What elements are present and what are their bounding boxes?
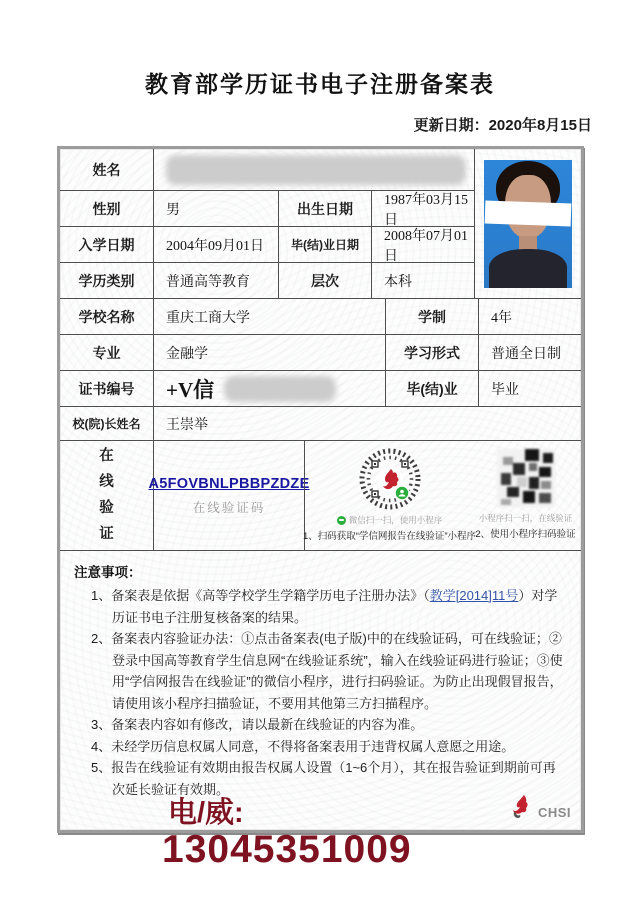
ver-char-2: 线	[99, 474, 114, 490]
cert-number-censor-blob	[224, 376, 336, 402]
president-name-label: 校(院)长姓名	[72, 417, 141, 431]
notes-section	[60, 550, 581, 830]
verification-code-caption: 在线验证码	[192, 500, 266, 515]
row-online-verification	[60, 440, 581, 550]
study-form-label: 学习形式	[385, 335, 478, 370]
level-value: 本科	[371, 263, 474, 298]
contact-label: 电/威:	[168, 797, 244, 829]
ver-char-1: 在	[99, 448, 114, 464]
note-item-2: 2、备案表内容验证办法：①点击备案表(电子版)中的在线验证码，可在线验证；②登录中国高等教育学生信息网“在线验证系统”，输入在线验证码进行验证；③使用“学信网报告在线验证”的微信小程序，进行扫码验证。为防止出现假冒报告，请使用该小程序扫描验证，不要用其他第三方扫描程序。	[91, 631, 563, 711]
duration-value: 4年	[478, 299, 581, 334]
qr1-step-caption: 1、扫码获取“学信网报告在线验证”小程序	[302, 531, 477, 542]
qr1-hint-text: 微信扫一扫，使用小程序	[348, 515, 443, 525]
id-photo	[484, 160, 572, 288]
chsi-logo-text: CHSI	[537, 805, 571, 820]
qr-block-wechat	[302, 447, 477, 546]
duration-label: 学制	[385, 299, 478, 334]
graduation-status-value: 毕业	[478, 371, 581, 406]
qr2-hint-text: 小程序扫一扫，在线验证	[478, 513, 573, 523]
photo-body	[489, 249, 566, 287]
cert-number-label: 证书编号	[78, 380, 135, 397]
cert-number-text: +V信	[166, 377, 215, 402]
row-certno-graduation	[60, 370, 581, 406]
row-category-level	[60, 262, 474, 298]
wechat-icon	[337, 516, 346, 525]
enroll-date-value: 2004年09月01日	[153, 227, 278, 262]
qr2-step-caption: 2、使用小程序扫码验证	[475, 529, 576, 540]
row-enroll-graduation-date	[60, 226, 474, 262]
school-name-value: 重庆工商大学	[153, 299, 385, 334]
note1-regulation-link[interactable]: 教学[2014]11号	[429, 588, 519, 603]
row-president	[60, 406, 581, 440]
name-value	[153, 149, 474, 190]
graduation-date-value: 2008年07月01日	[371, 227, 474, 262]
record-table	[57, 146, 584, 833]
note-item-3: 3、备案表内容如有修改，请以最新在线验证的内容为准。	[91, 717, 424, 732]
row-major-studyform	[60, 334, 581, 370]
graduation-date-label: 毕(结)业日期	[278, 227, 371, 262]
row-name	[60, 149, 474, 190]
photo-censor-bar	[484, 200, 571, 226]
photo-cell	[474, 149, 581, 298]
verification-code-cell	[148, 441, 310, 550]
blurred-qr-icon	[495, 447, 557, 509]
note1-post: ）对学历证书电子注册复核备案的结果。	[112, 588, 558, 625]
gender-label: 性别	[92, 200, 121, 217]
ver-char-4: 证	[99, 526, 114, 542]
name-label: 姓名	[92, 161, 121, 178]
row-gender-birth	[60, 190, 474, 226]
wechat-miniprogram-qr-icon	[358, 447, 422, 511]
major-value: 金融学	[153, 335, 385, 370]
birth-date-value: 1987年03月15日	[371, 191, 474, 226]
chsi-bird-icon	[508, 794, 534, 820]
level-label: 层次	[278, 263, 371, 298]
table-top-section	[60, 149, 581, 298]
enroll-date-label: 入学日期	[78, 236, 135, 253]
major-label: 专业	[92, 344, 121, 361]
edu-category-label: 学历类别	[78, 272, 135, 289]
name-censor-blob	[166, 155, 466, 185]
verification-code-link[interactable]: A5FOVBNLPBBPZDZE	[148, 475, 310, 492]
row-school-duration	[60, 298, 581, 334]
notes-heading: 注意事项：	[74, 565, 142, 580]
ver-char-3: 验	[99, 500, 114, 516]
contact-number: 13045351009	[162, 828, 412, 871]
qr2-hint	[479, 512, 573, 524]
graduation-status-label: 毕(结)业	[385, 371, 478, 406]
note-item-5: 5、报告在线验证有效期由报告权属人设置（1~6个月），其在报告验证到期前可再次延长验证有效期。	[91, 760, 556, 797]
edu-category-value: 普通高等教育	[153, 263, 278, 298]
page-title: 教育部学历证书电子注册备案表	[145, 71, 495, 97]
online-verification-label	[60, 441, 153, 550]
qr-area	[304, 441, 581, 550]
birth-date-label: 出生日期	[278, 191, 371, 226]
contact-watermark	[162, 797, 412, 871]
update-date: 更新日期：2020年8月15日	[413, 117, 592, 134]
note-item-4: 4、未经学历信息权属人同意，不得将备案表用于违背权属人意愿之用途。	[91, 738, 515, 754]
qr1-hint	[337, 514, 443, 526]
president-name-value: 王崇举	[153, 407, 581, 440]
school-name-label: 学校名称	[78, 308, 135, 325]
note1-pre: 1、备案表是依据《高等学校学生学籍学历电子注册办法》（	[91, 588, 430, 603]
cert-number-value	[153, 371, 385, 406]
chsi-logo	[508, 794, 571, 820]
study-form-value: 普通全日制	[478, 335, 581, 370]
note-item-1	[74, 585, 565, 628]
gender-value: 男	[153, 191, 278, 226]
qr-block-miniprogram	[472, 447, 579, 546]
